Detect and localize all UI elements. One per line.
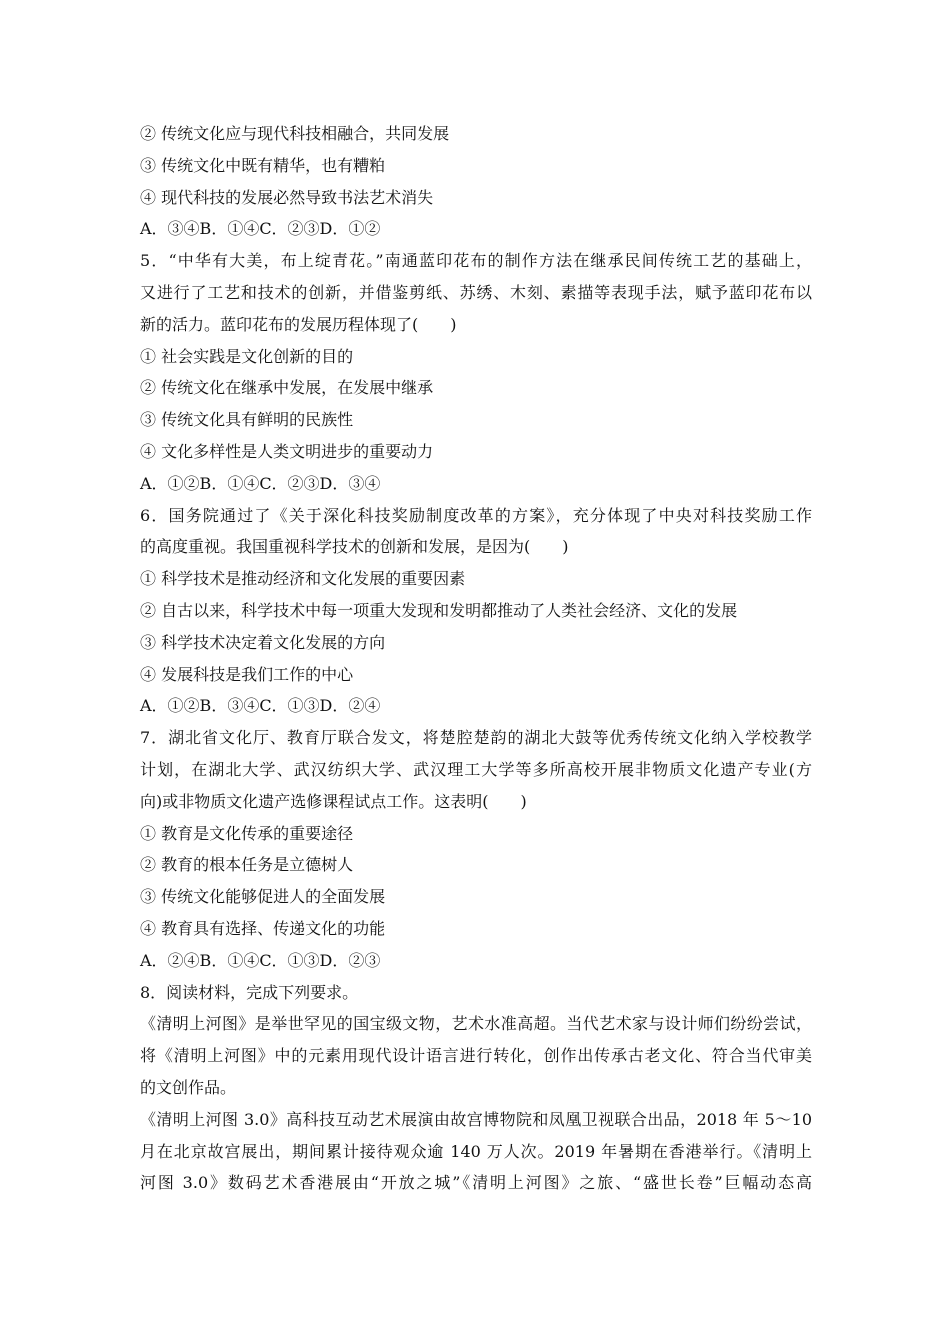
q7-stem-line-2: 计划，在湖北大学、武汉纺织大学、武汉理工大学等多所高校开展非物质文化遗产专业(方 bbox=[140, 759, 812, 779]
q6-option-1: ① 科学技术是推动经济和文化发展的重要因素 bbox=[140, 569, 466, 589]
q8-para2-line-3: 河图 3.0》数码艺术香港展由“开放之城”《清明上河图》之旅、“盛世长卷”巨幅动态高 bbox=[140, 1173, 812, 1193]
q5-stem-line-2: 又进行了工艺和技术的创新，并借鉴剪纸、苏绣、木刻、素描等表现手法，赋予蓝印花布以 bbox=[140, 282, 812, 302]
q6-stem-line-2: 的高度重视。我国重视科学技术的创新和发展，是因为( ) bbox=[140, 537, 569, 557]
q6-choices: A．①②B．③④C．①③D．②④ bbox=[140, 696, 381, 716]
q8-para2-line-2: 月在北京故宫展出，期间累计接待观众逾 140 万人次。2019 年暑期在香港举行。《清明上 bbox=[140, 1141, 812, 1161]
q8-para1-line-1: 《清明上河图》是举世罕见的国宝级文物，艺术水准高超。当代艺术家与设计师们纷纷尝试， bbox=[140, 1014, 812, 1034]
q8-para1-line-2: 将《清明上河图》中的元素用现代设计语言进行转化，创作出传承古老文化、符合当代审美 bbox=[140, 1046, 812, 1066]
q5-option-1: ① 社会实践是文化创新的目的 bbox=[140, 346, 354, 366]
q7-option-2: ② 教育的根本任务是立德树人 bbox=[140, 855, 354, 875]
q5-stem-line-3: 新的活力。蓝印花布的发展历程体现了( ) bbox=[140, 314, 457, 334]
q7-option-4: ④ 教育具有选择、传递文化的功能 bbox=[140, 918, 386, 938]
q6-option-3: ③ 科学技术决定着文化发展的方向 bbox=[140, 632, 386, 652]
q7-option-1: ① 教育是文化传承的重要途径 bbox=[140, 823, 354, 843]
q7-option-3: ③ 传统文化能够促进人的全面发展 bbox=[140, 887, 386, 907]
q7-stem-line-3: 向)或非物质文化遗产选修课程试点工作。这表明( ) bbox=[140, 791, 527, 811]
document-page bbox=[140, 118, 812, 1199]
q8-stem: 8．阅读材料，完成下列要求。 bbox=[140, 982, 359, 1002]
q5-option-3: ③ 传统文化具有鲜明的民族性 bbox=[140, 410, 354, 430]
q6-option-4: ④ 发展科技是我们工作的中心 bbox=[140, 664, 354, 684]
q6-option-2: ② 自古以来，科学技术中每一项重大发现和发明都推动了人类社会经济、文化的发展 bbox=[140, 600, 738, 620]
q5-choices: A．①②B．①④C．②③D．③④ bbox=[140, 473, 381, 493]
q8-para1-line-3: 的文创作品。 bbox=[140, 1077, 237, 1097]
q5-option-2: ② 传统文化在继承中发展，在发展中继承 bbox=[140, 378, 434, 398]
q5-option-4: ④ 文化多样性是人类文明进步的重要动力 bbox=[140, 441, 434, 461]
q4-option-3: ③ 传统文化中既有精华，也有糟粕 bbox=[140, 155, 386, 175]
q4-option-4: ④ 现代科技的发展必然导致书法艺术消失 bbox=[140, 187, 434, 207]
q8-para2-line-1: 《清明上河图 3.0》高科技互动艺术展演由故宫博物院和凤凰卫视联合出品，2018 年 5～10 bbox=[140, 1109, 812, 1129]
q7-stem-line-1: 7．湖北省文化厅、教育厅联合发文，将楚腔楚韵的湖北大鼓等优秀传统文化纳入学校教学 bbox=[140, 728, 812, 748]
q6-stem-line-1: 6．国务院通过了《关于深化科技奖励制度改革的方案》，充分体现了中央对科技奖励工作 bbox=[140, 505, 812, 525]
q7-choices: A．②④B．①④C．①③D．②③ bbox=[140, 950, 381, 970]
q5-stem-line-1: 5．“中华有大美，布上绽青花。”南通蓝印花布的制作方法在继承民间传统工艺的基础上， bbox=[140, 251, 812, 271]
q4-option-2: ② 传统文化应与现代科技相融合，共同发展 bbox=[140, 124, 450, 143]
q4-choices: A．③④B．①④C．②③D．①② bbox=[140, 219, 381, 239]
